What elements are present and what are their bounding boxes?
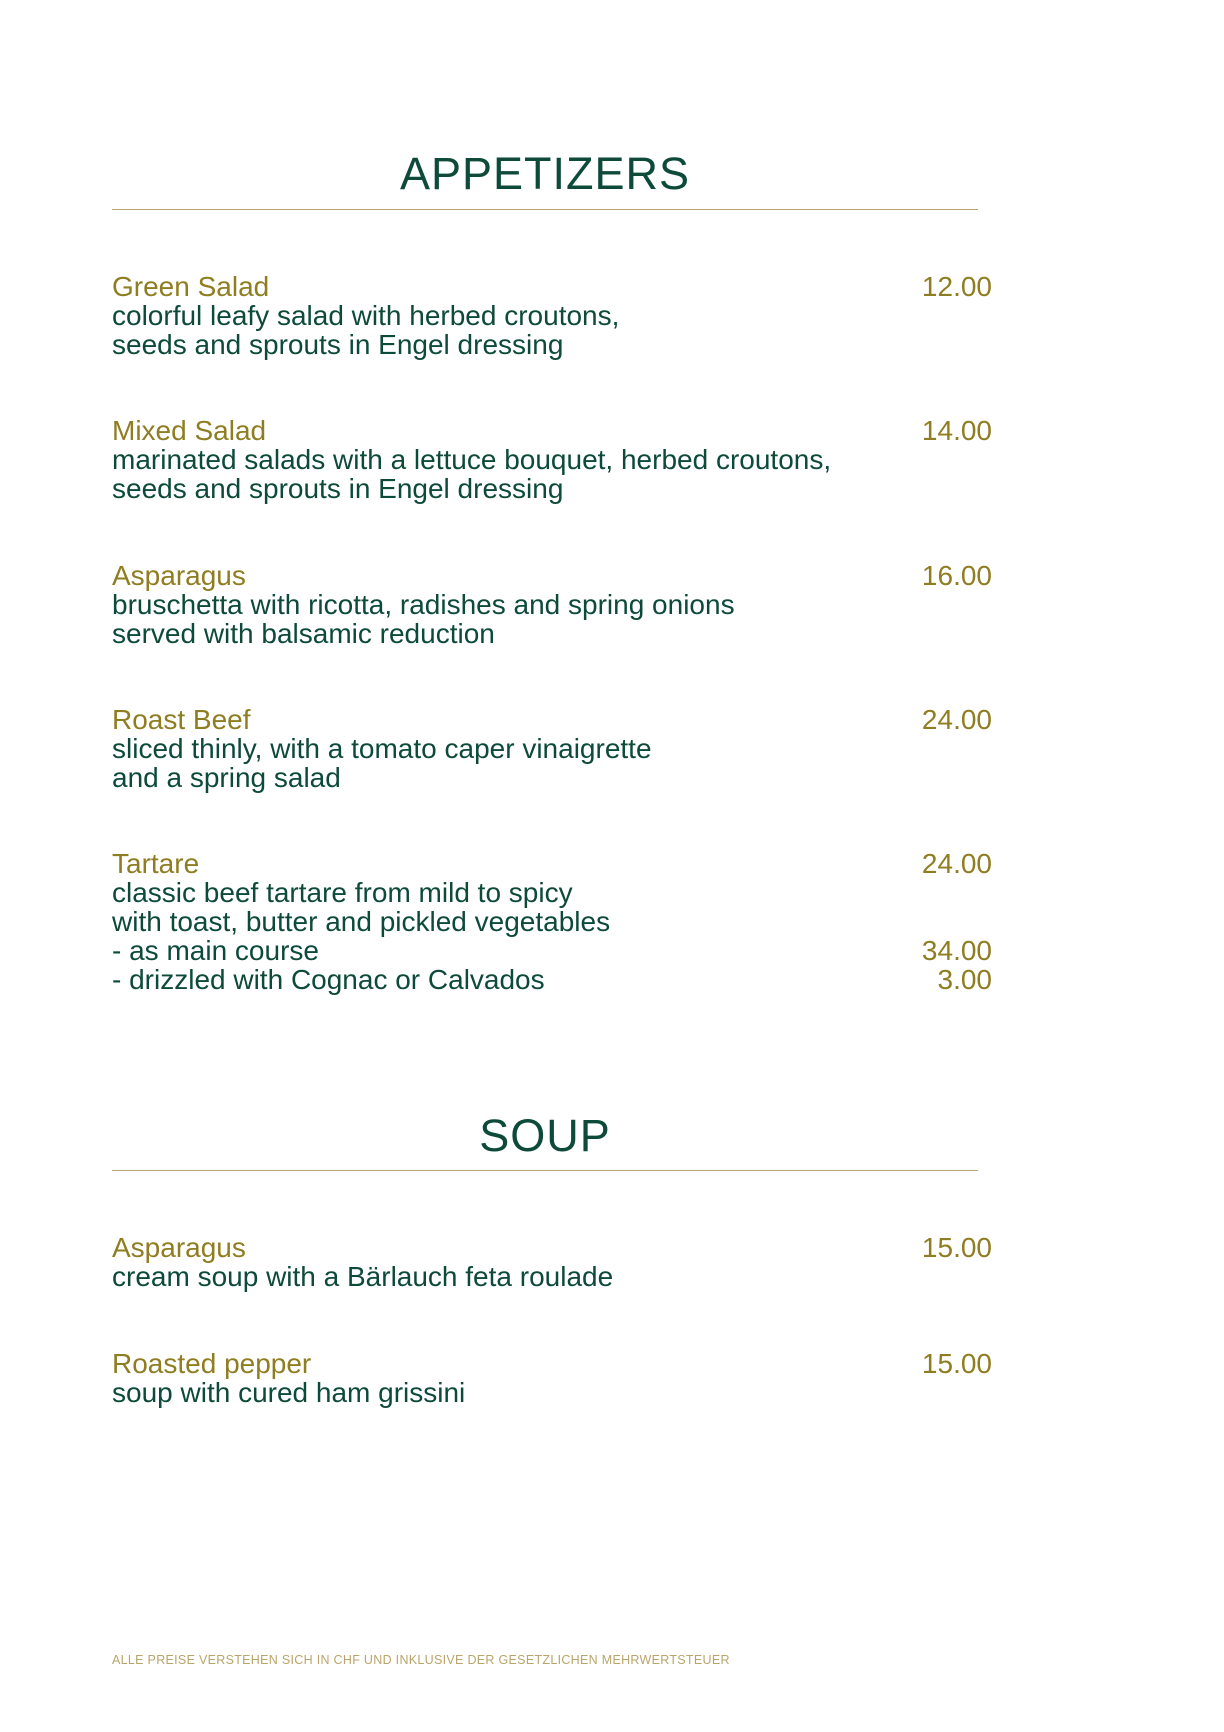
item-description-line: and a spring salad [112, 762, 341, 793]
item-description-line: sliced thinly, with a tomato caper vinaigrette [112, 733, 652, 764]
item-description-line: soup with cured ham grissini [112, 1377, 466, 1408]
item-name: Roasted pepper [112, 1348, 312, 1379]
section-title-appetizers: APPETIZERS [399, 148, 691, 199]
item-description-line: served with balsamic reduction [112, 618, 495, 649]
item-description-line: cream soup with a Bärlauch feta roulade [112, 1261, 614, 1292]
item-price: 24.00 [921, 704, 992, 735]
menu-item-mixed-salad [112, 416, 992, 503]
menu-item-roast-beef [112, 705, 992, 792]
menu-item-tartare [112, 849, 992, 994]
item-description-line: classic beef tartare from mild to spicy [112, 877, 573, 908]
item-description-line: bruschetta with ricotta, radishes and spring onions [112, 589, 735, 620]
item-name: Green Salad [112, 271, 270, 302]
section-title-soup: SOUP [479, 1110, 611, 1161]
item-name: Asparagus [112, 560, 246, 591]
menu-item-asparagus-soup [112, 1233, 992, 1291]
item-name: Mixed Salad [112, 415, 267, 446]
vat-footnote: ALLE PREISE VERSTEHEN SICH IN CHF UND INKLUSIVE DER GESETZLICHEN MEHRWERTSTEUER [112, 1653, 730, 1667]
item-price: 14.00 [921, 415, 992, 446]
item-price: 12.00 [921, 271, 992, 302]
item-name: Roast Beef [112, 704, 251, 735]
item-description-line: colorful leafy salad with herbed croutons, [112, 300, 620, 331]
item-description-line: marinated salads with a lettuce bouquet, herbed croutons, [112, 444, 832, 475]
item-price: 16.00 [921, 560, 992, 591]
item-name: Asparagus [112, 1232, 246, 1263]
item-price: 15.00 [921, 1232, 992, 1263]
section-divider [112, 209, 978, 210]
menu-item-asparagus-bruschetta [112, 561, 992, 648]
item-option-price: 34.00 [921, 935, 992, 966]
item-price: 15.00 [921, 1348, 992, 1379]
item-description-line: seeds and sprouts in Engel dressing [112, 473, 564, 504]
item-option-label: - drizzled with Cognac or Calvados [112, 964, 545, 995]
item-description-line: with toast, butter and pickled vegetables [112, 906, 611, 937]
item-description-line: seeds and sprouts in Engel dressing [112, 329, 564, 360]
item-option-label: - as main course [112, 935, 319, 966]
menu-item-roasted-pepper-soup [112, 1349, 992, 1407]
menu-item-green-salad [112, 272, 992, 359]
item-price: 24.00 [921, 848, 992, 879]
section-divider [112, 1170, 978, 1171]
item-name: Tartare [112, 848, 200, 879]
item-option-price: 3.00 [937, 964, 992, 995]
